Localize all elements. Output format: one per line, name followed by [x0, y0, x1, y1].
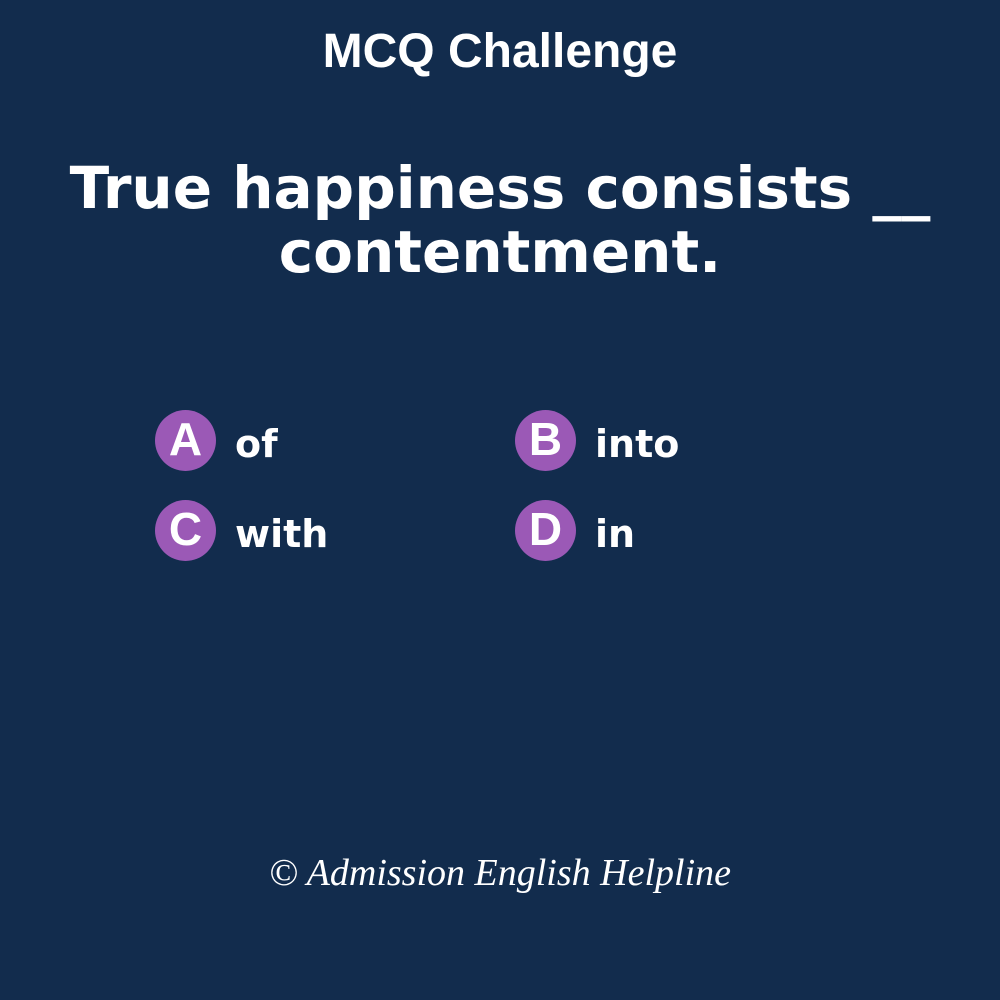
option-b-text: into [595, 422, 680, 466]
option-d-text: in [595, 512, 636, 556]
question-line-2: contentment. [278, 218, 722, 286]
page-title: MCQ Challenge [322, 25, 678, 78]
option-a-text: of [235, 422, 278, 466]
copyright-footer: © Admission English Helpline [269, 852, 731, 894]
option-d-letter-badge: D [515, 500, 576, 561]
option-b-letter-badge: B [515, 410, 576, 471]
question-line-1: True happiness consists __ [69, 154, 931, 222]
option-c-text: with [235, 512, 329, 556]
option-c-letter-badge: C [155, 500, 216, 561]
option-a-letter-badge: A [155, 410, 216, 471]
question-text [50, 156, 950, 284]
